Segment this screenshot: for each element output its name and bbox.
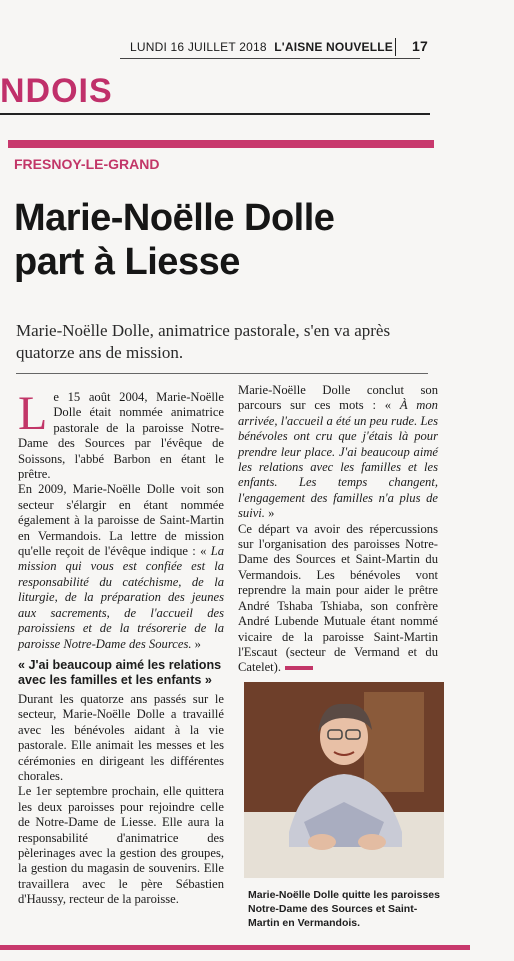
article-lead: Marie-Noëlle Dolle, animatrice pastorale, s'en va après quatorze ans de mission. (16, 321, 391, 362)
paragraph (238, 383, 438, 522)
article-column-1 (18, 387, 225, 908)
masthead (130, 38, 428, 54)
newspaper-name: L'AISNE NOUVELLE (274, 40, 393, 54)
paragraph (18, 482, 224, 651)
section-title: NDOIS (0, 72, 113, 110)
paragraph-text: En 2009, Marie-Noëlle Dolle voit son secteur s'élargir en étant nommée également à la paroisse de Saint-Martin en Vermandois. La lettre de mission qu'elle reçoit de l'évêque indique : « (18, 482, 224, 559)
paragraph-text: Marie-Noëlle Dolle conclut son parcours sur ces mots : « (238, 383, 438, 413)
article-headline (14, 196, 434, 284)
section-rule (0, 113, 430, 115)
paragraph: Durant les quatorze ans passés sur le secteur, Marie-Noëlle Dolle a travaillé avec les bénévoles aidant à la vie pastorale. Elle animait les messes et les cérémonies en dirigeant les différentes chorales. (18, 691, 224, 783)
masthead-rule (120, 58, 420, 59)
paragraph (18, 387, 224, 482)
lead-rule (16, 373, 428, 374)
quote-text: À mon arrivée, l'accueil a été un peu rude. Les bénévoles ont cru que j'étais là pour prendre leur place. J'ai beaucoup aimé les relations avec les familles et les enfants. Les temps changent, l'engagement des familles n'a plus de suivi. (238, 398, 438, 521)
quote-text: La mission qui vous est confiée est la responsabilité du catéchisme, de la liturgie, de la préparation des jeunes aux sacrements, de l'accueil des paroissiens et de la trésorerie de la paroisse Notre-Dame des Sources. (18, 544, 225, 651)
article-photo (244, 682, 444, 878)
article-bottom-bar (0, 945, 470, 950)
article-kicker: FRESNOY-LE-GRAND (14, 156, 160, 172)
portrait-illustration (244, 682, 444, 878)
drop-cap: L (18, 387, 48, 440)
article-end-mark (285, 666, 313, 670)
headline-line-1: Marie-Noëlle Dolle (14, 197, 335, 239)
article-subhead: « J'ai beaucoup aimé les relations avec les familles et les enfants » (18, 657, 222, 687)
paragraph-text: Ce départ va avoir des répercussions sur l'organisation des paroisses Notre-Dame des Sources et Saint-Martin du Vermandois. Les bénévoles vont reprendre la main pour aider le prêtre André Tshaba Tshiaba, son confrère André Lubende Mutuale étant nommé vicaire de la paroisse Saint-Martin l'Escaut (secteur de Vermand et du Catelet). (238, 521, 438, 675)
issue-date: LUNDI 16 JUILLET 2018 (130, 40, 267, 54)
quote-close: » (191, 636, 201, 651)
paragraph: Le 1er septembre prochain, elle quittera les deux paroisses pour rejoindre celle de Notre-Dame de Liesse. Elle aura la responsabilité d'animatrice des pèlerinages avec la gestion des groupes, la gestion du magasin de souvenirs. Elle travaillera avec le père Sébastien d'Haussy, recteur de la paroisse. (18, 784, 224, 907)
photo-caption: Marie-Noëlle Dolle quitte les paroisses Notre-Dame des Sources et Saint-Martin en Vermandois. (248, 889, 440, 929)
headline-line-2: part à Liesse (14, 241, 240, 283)
paragraph-text: e 15 août 2004, Marie-Noëlle Dolle était nommée animatrice pastorale de la paroisse Notre-Dame des Sources par l'évêque de Soissons, l'abbé Barbon en étant le prêtre. (18, 390, 224, 482)
article-column-2 (238, 383, 438, 676)
page-number: 17 (412, 38, 428, 54)
article-top-bar (8, 140, 434, 148)
masthead-divider (395, 38, 396, 56)
quote-close: » (264, 506, 275, 521)
paragraph (238, 522, 438, 676)
